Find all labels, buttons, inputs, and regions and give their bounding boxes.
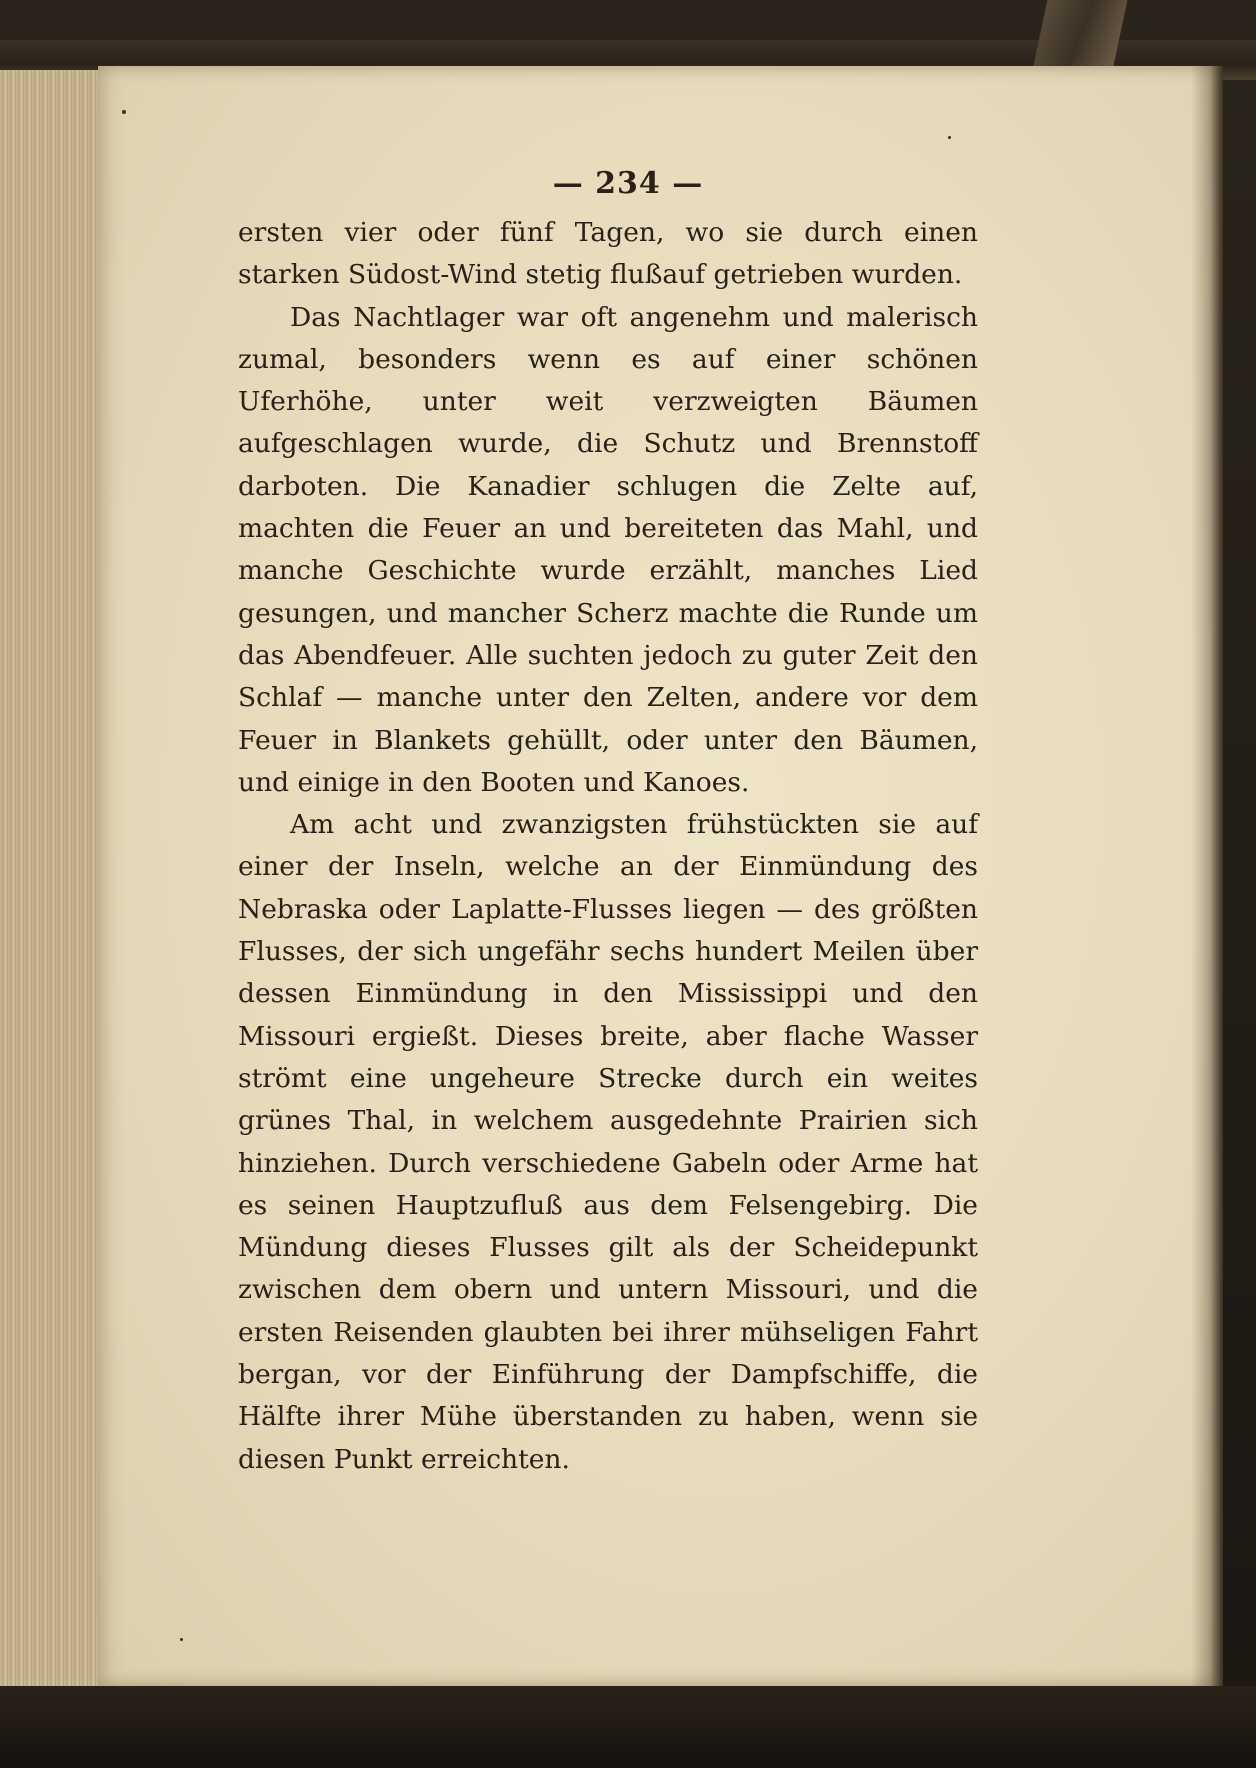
page-gutter [1191, 66, 1223, 1686]
ink-speck [180, 1638, 183, 1641]
ink-speck [122, 110, 126, 114]
page-number: — 234 — [552, 166, 704, 201]
page-edges [0, 70, 102, 1690]
paragraph: Am acht und zwanzigsten frühstückten sie auf einer der Inseln, welche an der Einmündung des Nebraska oder Laplatte-Flusses liegen — des größten Flusses, der sich ungefähr sechs hundert Meilen über dessen Einmündung in den Mississippi und den Missouri ergießt. Dieses breite, aber flache Wasser strömt eine ungeheure Strecke durch ein weites grünes Thal, in welchem ausgedehnte Prairien sich hinziehen. Durch verschiedene Gabeln oder Arme hat es seinen Hauptzufluß aus dem Felsengebirg. Die Mündung dieses Flusses gilt als der Scheidepunkt zwischen dem obern und untern Missouri, und die ersten Reisenden glaubten bei ihrer mühseligen Fahrt bergan, vor der Einführung der Dampfschiffe, die Hälfte ihrer Mühe überstanden zu haben, wenn sie diesen Punkt erreichten. [238, 809, 978, 1475]
paragraph: ersten vier oder fünf Tagen, wo sie durch einen starken Südost-Wind stetig flußauf getrieben wurden. [238, 217, 978, 291]
bookmark-ribbon [1033, 0, 1128, 70]
ink-speck [948, 136, 951, 139]
body-text [238, 212, 978, 1481]
paragraph: Das Nachtlager war oft angenehm und malerisch zumal, besonders wenn es auf einer schönen Uferhöhe, unter weit verzweigten Bäumen aufgeschlagen wurde, die Schutz und Brennstoff darboten. Die Kanadier schlugen die Zelte auf, machten die Feuer an und bereiteten das Mahl, und manche Geschichte wurde erzählt, manches Lied gesungen, und mancher Scherz machte die Runde um das Abendfeuer. Alle suchten jedoch zu guter Zeit den Schlaf — manche unter den Zelten, andere vor dem Feuer in Blankets gehüllt, oder unter den Bäumen, und einige in den Booten und Kanoes. [238, 301, 978, 798]
book-cover-bottom [0, 1686, 1256, 1768]
